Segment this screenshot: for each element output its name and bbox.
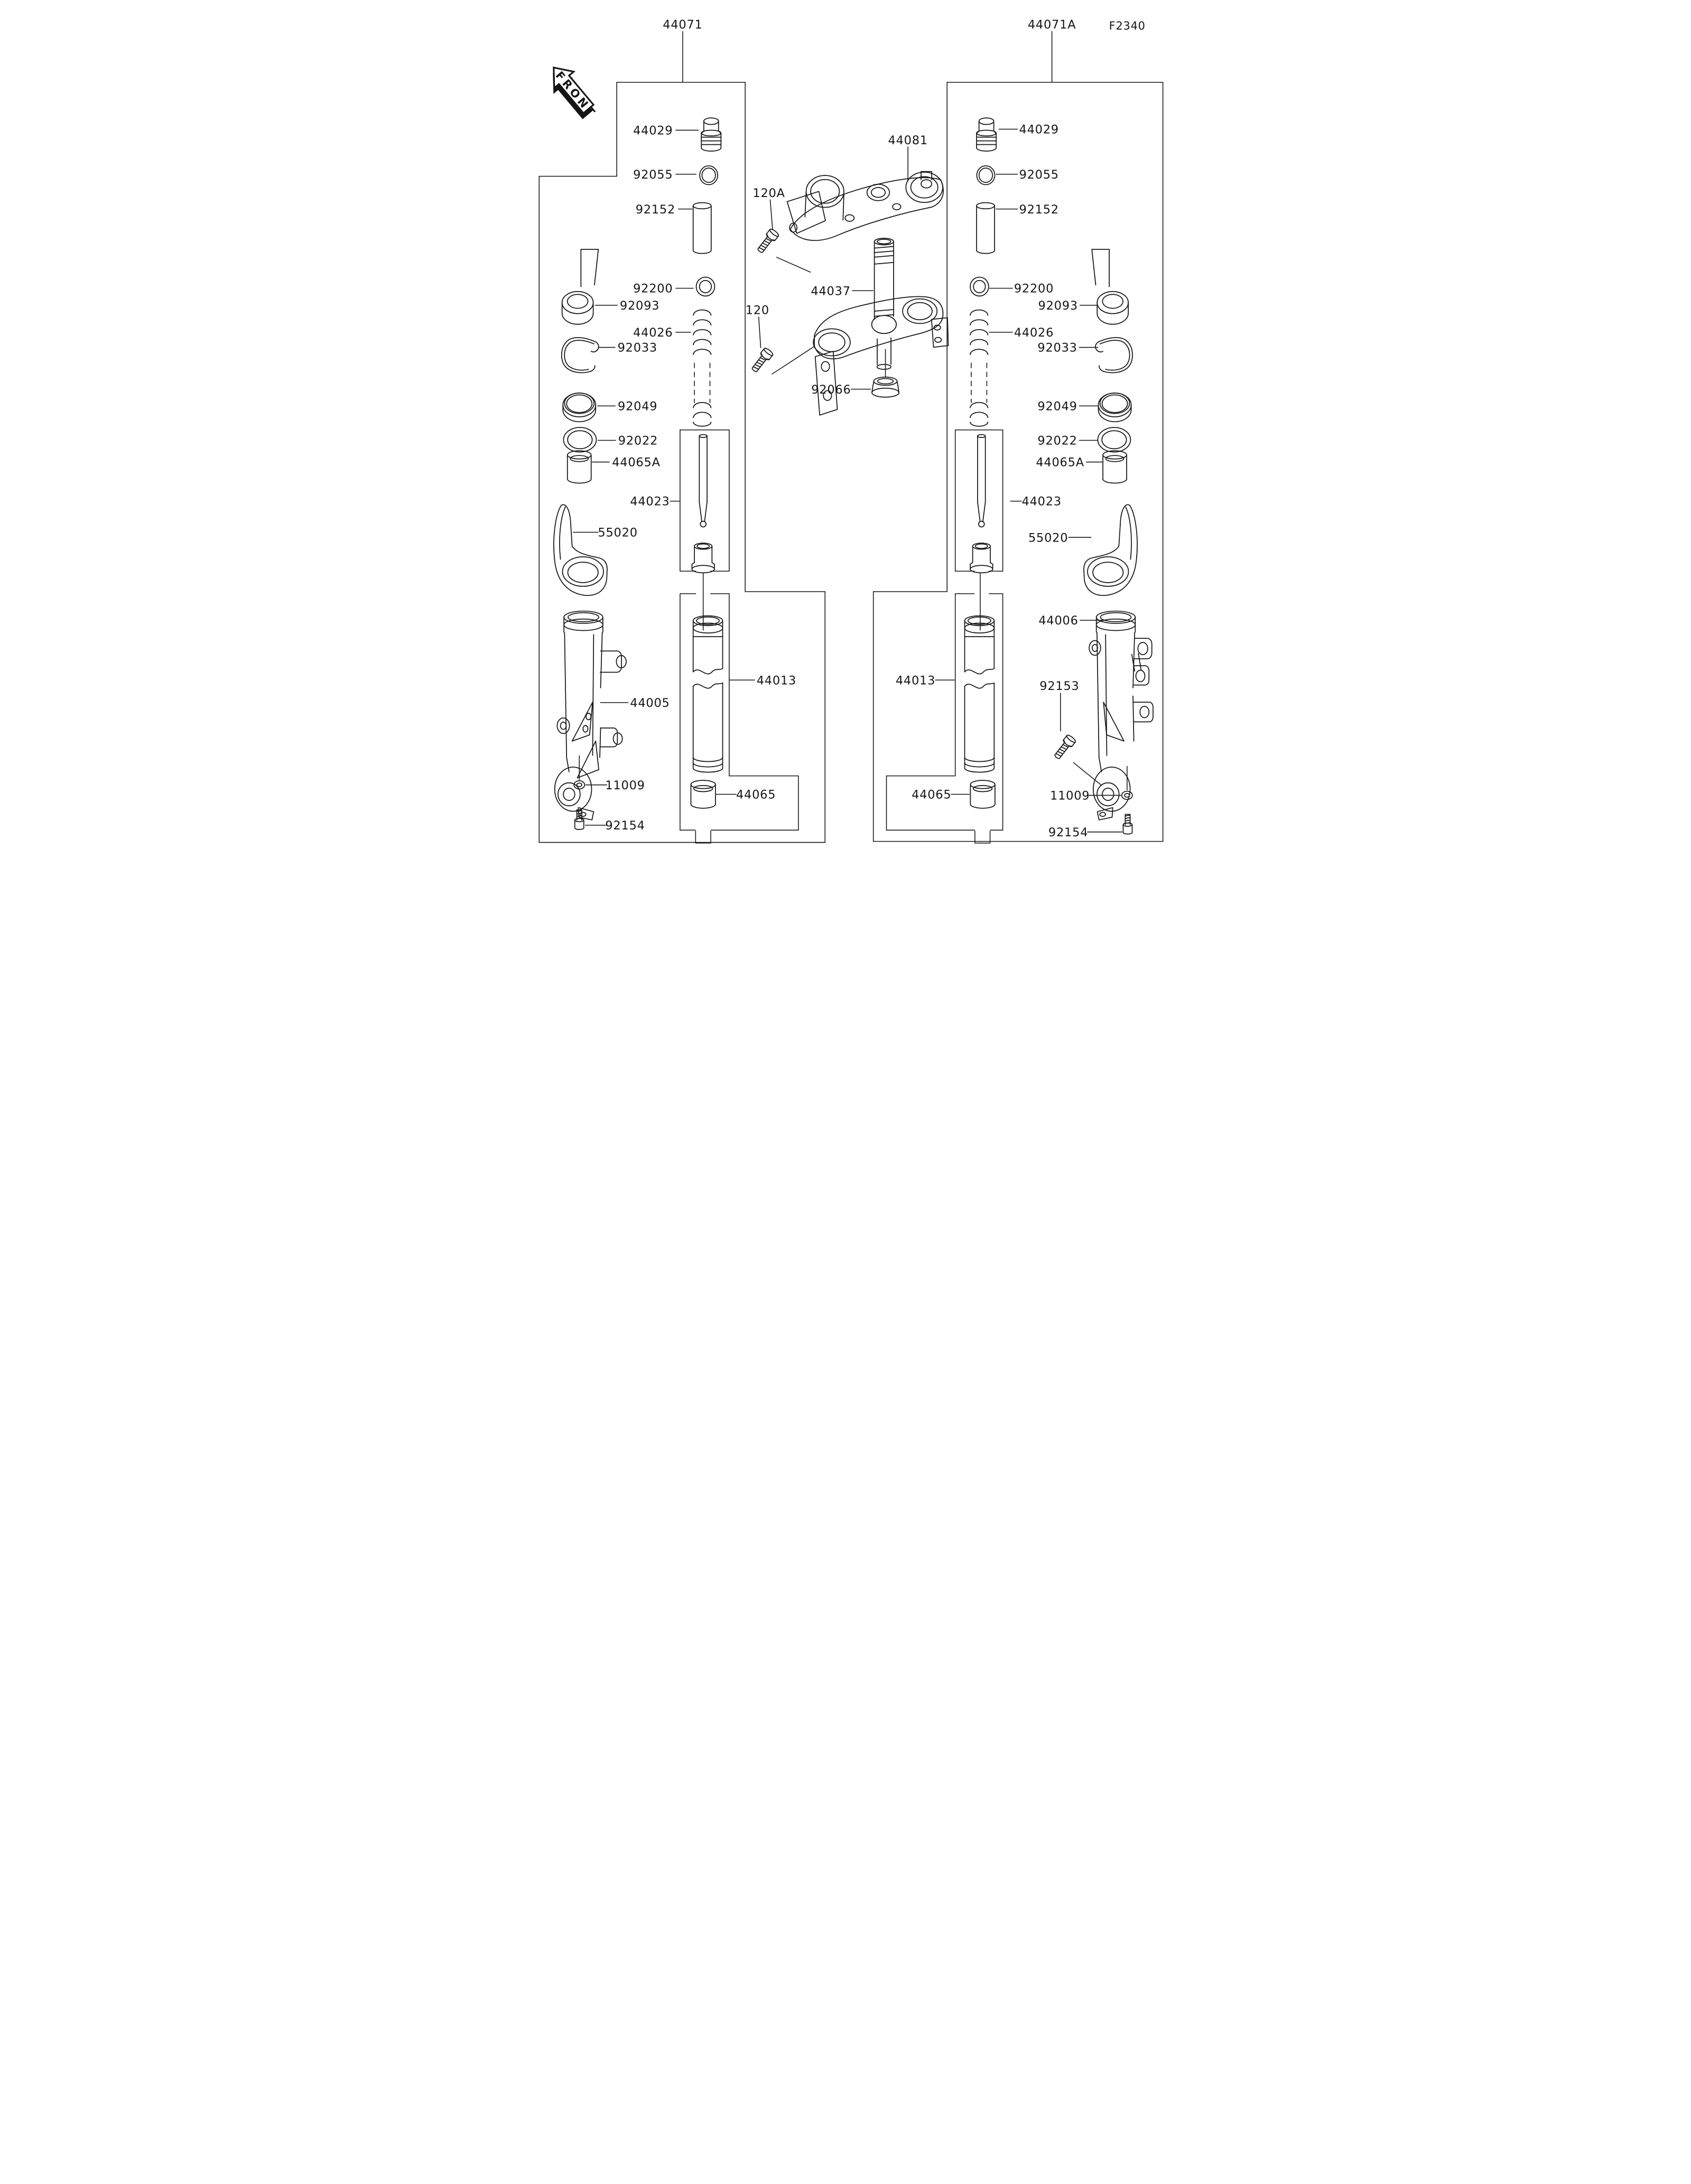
callout-92093-left xyxy=(595,299,660,313)
part-44026-spring-right-outline xyxy=(970,310,988,354)
callout-92055-right xyxy=(996,168,1058,182)
part-number-44065A-right: 44065A xyxy=(1036,455,1084,470)
callout-92022-left xyxy=(598,434,658,448)
part-92066-plug-ellipse xyxy=(872,388,899,397)
part-92033-clip-right-outline xyxy=(1099,366,1105,372)
part-44013-inner-tube-left-outline xyxy=(693,669,723,674)
part-92055-oring-right xyxy=(977,166,995,185)
part-92154-bolt-left-ellipse xyxy=(575,818,584,822)
callout-44065-right xyxy=(912,788,970,802)
part-44023-damper-rod-right-line xyxy=(970,563,973,564)
part-number-44037: 44037 xyxy=(811,284,851,298)
part-44065A-bushing-left-outline xyxy=(568,479,591,483)
part-number-55020-right: 55020 xyxy=(1028,531,1069,545)
callout-44029-left xyxy=(633,124,699,138)
subgroup-box-44013-left xyxy=(680,594,798,843)
callout-55020-left xyxy=(573,526,638,540)
part-44026-spring-right-outline xyxy=(970,403,988,418)
part-92093-bearing-right-line xyxy=(1092,249,1095,285)
part-92033-clip-left xyxy=(562,338,599,373)
part-11009-washer-right-ellipse xyxy=(1122,791,1132,800)
part-number-44081: 44081 xyxy=(888,133,928,147)
part-number-92152-right: 92152 xyxy=(1019,202,1059,217)
part-44037-steering-stem-ellipse xyxy=(907,303,932,320)
part-92154-bolt-right-line xyxy=(1125,818,1130,819)
part-92049-seal-left-ellipse xyxy=(564,393,594,414)
subgroup-box-44013-right xyxy=(886,594,1002,843)
part-92093-bearing-left-ellipse xyxy=(568,294,588,308)
part-44006-fork-leg-right-outline xyxy=(1135,638,1152,659)
part-120A-bolt-line xyxy=(775,236,778,240)
part-44005-fork-leg-left-ellipse xyxy=(558,783,580,806)
callout-44065A-left xyxy=(592,456,660,470)
part-44013-inner-tube-left-outline xyxy=(693,683,723,688)
part-44013-inner-tube-right xyxy=(965,616,995,772)
part-92153-bolt-line xyxy=(1072,742,1075,746)
part-92022-oring-right-ellipse xyxy=(1102,431,1127,449)
part-44005-fork-leg-left-ellipse xyxy=(583,725,588,732)
part-44006-fork-leg-right-outline xyxy=(1134,702,1153,722)
part-44037-steering-stem-line xyxy=(875,315,894,316)
part-44023-damper-rod-left-line xyxy=(712,563,714,564)
part-44005-fork-leg-left-line xyxy=(564,632,566,757)
part-120A-bolt xyxy=(755,228,779,255)
part-number-92200-left: 92200 xyxy=(633,282,673,296)
part-44029-fork-cap-left-outline xyxy=(701,148,721,151)
part-44081-upper-clamp-ellipse xyxy=(871,188,885,198)
part-44023-damper-rod-left-ellipse xyxy=(699,435,707,437)
part-44029-fork-cap-right-ellipse xyxy=(977,130,996,136)
part-44081-upper-clamp-ellipse xyxy=(867,184,890,201)
part-44005-fork-leg-left-outline xyxy=(572,702,593,741)
callout-44029-right xyxy=(999,123,1059,137)
part-number-92055-right: 92055 xyxy=(1019,167,1059,182)
callout-44065A-right xyxy=(1036,456,1102,470)
part-44005-fork-leg-left-ellipse xyxy=(564,619,603,631)
part-92066-plug xyxy=(872,377,899,397)
part-44023-damper-rod-right-ellipse xyxy=(970,565,993,573)
callout-44006 xyxy=(1038,614,1104,628)
part-44023-damper-rod-right-line xyxy=(983,502,986,521)
part-44023-damper-rod-right-ellipse xyxy=(975,544,988,549)
part-44005-fork-leg-left-outline xyxy=(577,741,599,778)
part-55020-fork-guard-right-outline xyxy=(1126,507,1131,559)
part-number-92152-left: 92152 xyxy=(635,202,676,217)
part-120A-bolt-line xyxy=(767,229,770,234)
part-number-120: 120 xyxy=(745,303,769,318)
part-92154-bolt-left-line xyxy=(577,813,582,814)
part-44081-upper-clamp-ellipse xyxy=(893,204,901,210)
part-120-bolt xyxy=(750,347,774,374)
callout-92154-left xyxy=(585,819,645,833)
part-44023-damper-rod-left-line xyxy=(699,502,702,521)
part-44005-fork-leg-left-ellipse xyxy=(557,718,569,733)
part-44029-fork-cap-right xyxy=(977,118,996,151)
part-44005-fork-leg-left-line xyxy=(600,729,601,757)
part-44005-fork-leg-left-ellipse xyxy=(563,788,575,800)
part-120-bolt-line xyxy=(761,349,764,353)
part-44005-fork-leg-left-outline xyxy=(600,651,621,672)
part-44029-fork-cap-right-outline xyxy=(977,148,996,151)
part-44081-upper-clamp-ellipse xyxy=(811,180,839,203)
part-44026-spring-left-outline xyxy=(693,310,711,354)
part-44026-spring-left xyxy=(693,310,711,426)
callout-44013-left xyxy=(730,674,796,687)
part-44005-fork-leg-left-line xyxy=(592,634,593,755)
part-92154-bolt-left xyxy=(575,810,584,829)
part-44065A-bushing-right xyxy=(1103,451,1127,483)
part-number-44013-right: 44013 xyxy=(895,674,936,688)
part-44029-fork-cap-left xyxy=(701,118,721,151)
part-44013-inner-tube-right-outline xyxy=(965,758,995,772)
part-92154-bolt-right-line xyxy=(1125,820,1130,821)
part-55020-fork-guard-left xyxy=(554,505,607,595)
callout-92152-right xyxy=(996,203,1058,217)
part-11009-washer-right-ellipse xyxy=(1125,794,1129,797)
part-44006-fork-leg-right xyxy=(1089,611,1153,820)
part-92055-oring-left-ellipse xyxy=(702,168,716,182)
part-92152-tube-left xyxy=(693,203,711,254)
part-92154-bolt-right-line xyxy=(1125,815,1130,816)
part-92093-bearing-left-outline xyxy=(562,313,593,324)
part-92033-clip-right-outline xyxy=(1100,340,1130,370)
part-55020-fork-guard-right xyxy=(1084,505,1137,595)
part-number-92066: 92066 xyxy=(811,382,851,397)
part-44023-damper-rod-left-line xyxy=(692,563,694,564)
callout-92152-left xyxy=(636,203,692,217)
part-44065-bushing-left xyxy=(691,780,715,808)
part-44006-fork-leg-right-line xyxy=(1099,758,1102,772)
part-92055-oring-right-ellipse xyxy=(979,168,993,182)
part-44037-steering-stem-ellipse xyxy=(821,361,830,371)
part-number-44005: 44005 xyxy=(630,696,670,711)
part-number-44006: 44006 xyxy=(1038,614,1079,628)
part-92049-seal-right xyxy=(1099,393,1131,422)
part-55020-fork-guard-left-ellipse xyxy=(562,557,603,586)
front-fork-parts-diagram xyxy=(518,0,1173,846)
part-44013-inner-tube-right-outline xyxy=(965,758,995,762)
part-44023-damper-rod-left-ellipse xyxy=(697,544,709,549)
front-direction-arrow xyxy=(541,59,605,127)
part-44026-spring-left-outline xyxy=(693,422,711,426)
part-44005-fork-leg-left-ellipse xyxy=(586,713,591,720)
part-55020-fork-guard-right-ellipse xyxy=(1093,562,1123,583)
part-number-92154-left: 92154 xyxy=(605,819,645,833)
part-92154-bolt-right-outline xyxy=(1123,833,1132,834)
part-44029-fork-cap-right-ellipse xyxy=(979,118,994,124)
part-number-44065A-left: 44065A xyxy=(612,455,661,470)
part-number-44013-left: 44013 xyxy=(756,674,797,688)
part-92200-ring-right xyxy=(970,277,989,296)
callout-120A xyxy=(752,186,785,230)
part-92093-bearing-right xyxy=(1092,249,1128,324)
part-number-92022-left: 92022 xyxy=(618,434,658,448)
callout-120A-leader xyxy=(770,199,773,229)
part-55020-fork-guard-right-ellipse xyxy=(1088,557,1129,586)
part-92033-clip-left-outline xyxy=(564,340,594,370)
part-44081-upper-clamp-outline xyxy=(790,178,943,240)
part-92033-clip-right-outline xyxy=(1099,338,1132,373)
part-92033-clip-left-outline xyxy=(589,366,595,372)
part-number-44023-right: 44023 xyxy=(1021,494,1062,509)
part-44065-bushing-right-outline xyxy=(970,804,995,808)
callout-11009-right xyxy=(1050,789,1121,803)
part-44006-fork-leg-right-ellipse xyxy=(1089,640,1101,655)
part-number-92049-right: 92049 xyxy=(1037,399,1077,414)
part-44006-fork-leg-right-line xyxy=(1105,634,1107,755)
callout-92200-right xyxy=(989,282,1054,296)
part-92153-bolt xyxy=(1052,734,1076,761)
part-92049-seal-left-outline xyxy=(563,410,596,422)
part-92152-tube-right-ellipse xyxy=(977,203,995,209)
part-44037-steering-stem-ellipse xyxy=(877,239,891,244)
callout-92049-right xyxy=(1037,400,1098,414)
part-44023-damper-rod-right-ellipse xyxy=(978,435,986,437)
callout-92066 xyxy=(811,383,871,397)
part-44013-inner-tube-left-outline xyxy=(693,763,723,767)
part-92049-seal-left xyxy=(563,393,596,422)
callout-44071 xyxy=(663,18,702,82)
part-92152-tube-right-outline xyxy=(977,250,995,254)
part-44026-spring-right xyxy=(970,310,988,426)
part-44013-inner-tube-right-outline xyxy=(965,669,995,674)
part-92154-bolt-right xyxy=(1123,814,1132,834)
callout-92200-left xyxy=(633,282,693,296)
part-number-11009-left: 11009 xyxy=(605,778,645,792)
part-11009-washer-left-ellipse xyxy=(577,783,582,787)
part-44037-steering-stem-line xyxy=(875,256,894,257)
callout-44026-right xyxy=(989,326,1054,340)
callout-92093-right xyxy=(1038,299,1097,313)
connector-line-3 xyxy=(772,347,815,375)
part-92055-oring-left xyxy=(700,166,718,185)
part-44037-steering-stem-ellipse xyxy=(877,365,891,369)
part-number-44071: 44071 xyxy=(663,17,703,32)
part-number-92055-left: 92055 xyxy=(633,167,673,182)
part-44037-steering-stem-line xyxy=(875,247,894,248)
part-44023-damper-rod-left xyxy=(692,435,714,573)
part-number-44029-left: 44029 xyxy=(633,124,673,138)
part-number-44065-right: 44065 xyxy=(912,788,952,802)
part-92154-bolt-left-outline xyxy=(575,828,584,829)
part-44065A-bushing-right-outline xyxy=(1103,479,1127,483)
part-92033-clip-right xyxy=(1095,338,1132,373)
part-44037-steering-stem-line xyxy=(875,310,894,311)
part-44081-upper-clamp-ellipse xyxy=(806,175,844,207)
part-number-44071A: 44071A xyxy=(1027,17,1076,32)
part-92049-seal-right-ellipse xyxy=(1102,395,1128,412)
part-92093-bearing-left-line xyxy=(594,249,598,285)
part-44013-inner-tube-right-outline xyxy=(965,683,995,688)
part-44006-fork-leg-right-ellipse xyxy=(1097,783,1119,806)
part-number-F2340: F2340 xyxy=(1109,20,1146,33)
part-number-92033-right: 92033 xyxy=(1037,341,1077,355)
part-44081-upper-clamp-line xyxy=(843,194,844,220)
part-92200-ring-right-ellipse xyxy=(973,281,985,293)
callout-92055-left xyxy=(633,168,696,182)
part-44005-fork-leg-left-line xyxy=(566,758,569,772)
part-number-44026-left: 44026 xyxy=(633,326,673,340)
part-number-120A: 120A xyxy=(752,186,785,200)
callout-44023-right xyxy=(1010,495,1062,509)
part-number-44026-right: 44026 xyxy=(1014,326,1054,340)
callout-11009-left xyxy=(586,779,645,792)
connector-line-4 xyxy=(1073,762,1101,785)
part-92093-bearing-right-outline xyxy=(1097,313,1128,324)
part-number-44029-right: 44029 xyxy=(1019,123,1059,137)
callout-44065-left xyxy=(716,788,776,802)
callout-44023-left xyxy=(630,495,680,509)
part-44023-damper-rod-right-line xyxy=(978,502,980,521)
part-44023-damper-rod-right-ellipse xyxy=(979,521,984,527)
part-44013-inner-tube-left-outline xyxy=(693,758,723,762)
part-44013-inner-tube-left-outline xyxy=(693,758,723,772)
callout-92033-right xyxy=(1037,341,1098,355)
connector-line-2 xyxy=(776,257,811,273)
part-92022-oring-left xyxy=(563,427,596,452)
part-44037-steering-stem-outline xyxy=(932,318,949,347)
part-44081-upper-clamp xyxy=(787,172,944,240)
part-44065A-bushing-left xyxy=(568,451,591,483)
part-44023-damper-rod-right xyxy=(970,435,993,573)
part-44026-spring-right-outline xyxy=(970,422,988,426)
part-number-92200-right: 92200 xyxy=(1014,282,1054,296)
part-number-44023-left: 44023 xyxy=(630,494,670,509)
part-92049-seal-left-ellipse xyxy=(566,395,592,412)
part-92152-tube-left-outline xyxy=(693,250,711,254)
part-120-bolt-line xyxy=(769,355,773,359)
part-44065-bushing-right xyxy=(970,780,995,808)
part-44037-steering-stem-line xyxy=(875,251,894,253)
part-44037-steering-stem-ellipse xyxy=(819,333,845,352)
callout-44005 xyxy=(600,696,670,710)
part-44023-damper-rod-left-line xyxy=(704,502,707,521)
part-92033-clip-left-outline xyxy=(562,338,595,373)
part-11009-washer-right xyxy=(1122,791,1132,800)
part-number-44065-left: 44065 xyxy=(736,788,776,802)
part-44081-upper-clamp-ellipse xyxy=(845,214,854,221)
callout-44013-right xyxy=(896,674,955,687)
part-44006-fork-leg-right-line xyxy=(1097,632,1099,757)
part-44006-fork-leg-right-ellipse xyxy=(1136,670,1145,682)
callout-44081 xyxy=(888,134,928,182)
part-92152-tube-left-ellipse xyxy=(693,203,711,209)
part-92093-bearing-left xyxy=(562,249,599,324)
part-44005-fork-leg-left-line xyxy=(601,632,602,688)
part-number-92093-left: 92093 xyxy=(619,298,660,313)
callout-120 xyxy=(746,303,769,348)
part-44037-steering-stem-ellipse xyxy=(872,315,897,333)
part-44037-steering-stem-line xyxy=(875,263,894,264)
part-44013-inner-tube-left xyxy=(693,616,723,772)
part-44006-fork-leg-right-line xyxy=(1138,654,1141,670)
part-92049-seal-right-outline xyxy=(1099,410,1131,422)
part-44023-damper-rod-right-line xyxy=(990,563,993,564)
part-number-92022-right: 92022 xyxy=(1037,434,1077,448)
part-92093-bearing-right-ellipse xyxy=(1102,294,1123,308)
callout-44037 xyxy=(811,284,873,298)
part-44081-upper-clamp-ellipse xyxy=(921,180,932,188)
part-92154-bolt-right-ellipse xyxy=(1123,823,1132,826)
part-44006-fork-leg-right-ellipse xyxy=(1097,619,1136,631)
part-44006-fork-leg-right-ellipse xyxy=(1138,642,1148,655)
callout-92153 xyxy=(1039,679,1079,731)
part-55020-fork-guard-left-ellipse xyxy=(568,562,598,583)
part-44026-spring-left-outline xyxy=(693,403,711,418)
part-92200-ring-left xyxy=(696,277,715,296)
subgroup-box-44023-right xyxy=(955,430,1003,571)
part-44013-inner-tube-right-outline xyxy=(965,763,995,767)
part-number-92154-right: 92154 xyxy=(1048,825,1089,839)
part-number-92049-left: 92049 xyxy=(618,399,658,414)
part-44006-fork-leg-right-line xyxy=(1133,696,1134,741)
part-92049-seal-right-ellipse xyxy=(1100,393,1130,414)
part-44037-steering-stem-outline xyxy=(814,296,943,359)
front-arrow-label: FRONT xyxy=(553,69,599,121)
part-92153-bolt-line xyxy=(1064,735,1067,740)
part-92200-ring-left-ellipse xyxy=(700,281,711,293)
part-44005-fork-leg-left-outline xyxy=(600,728,618,747)
part-44006-fork-leg-right-ellipse xyxy=(1140,706,1149,718)
part-55020-fork-guard-left-outline xyxy=(560,507,565,559)
callout-44071A xyxy=(1028,18,1076,82)
part-44006-fork-leg-right-ellipse xyxy=(1102,788,1114,800)
callout-92022-right xyxy=(1037,434,1097,448)
part-number-92153: 92153 xyxy=(1039,679,1080,694)
part-number-11009-right: 11009 xyxy=(1050,789,1090,803)
callout-55020-right xyxy=(1028,531,1091,545)
part-number-92033-left: 92033 xyxy=(617,341,657,355)
subgroup-box-44023-left xyxy=(680,430,729,571)
part-44023-damper-rod-left-ellipse xyxy=(692,565,714,573)
part-92022-oring-right xyxy=(1098,427,1130,452)
part-44006-fork-leg-right-ellipse xyxy=(1100,813,1105,817)
callout-92154-right xyxy=(1048,826,1122,839)
parts-diagram-sheet xyxy=(518,0,1173,846)
callout-44026-left xyxy=(633,326,691,340)
part-44065-bushing-left-outline xyxy=(691,804,715,808)
part-44037-steering-stem-ellipse xyxy=(935,338,941,342)
part-44029-fork-cap-left-ellipse xyxy=(704,118,719,124)
callout-120-leader xyxy=(759,316,761,348)
part-number-92093-right: 92093 xyxy=(1038,298,1078,313)
part-92152-tube-right xyxy=(977,203,995,254)
part-92022-oring-left-ellipse xyxy=(568,431,592,449)
callout-92049-left xyxy=(597,400,657,414)
callout-92033-left xyxy=(598,341,657,355)
part-44029-fork-cap-left-ellipse xyxy=(701,130,721,136)
part-92066-plug-ellipse xyxy=(878,378,893,384)
part-44005-fork-leg-left-ellipse xyxy=(561,722,566,730)
part-44023-damper-rod-left-ellipse xyxy=(700,521,706,527)
part-number-55020-left: 55020 xyxy=(598,526,638,540)
callout-F2340 xyxy=(1109,20,1146,32)
